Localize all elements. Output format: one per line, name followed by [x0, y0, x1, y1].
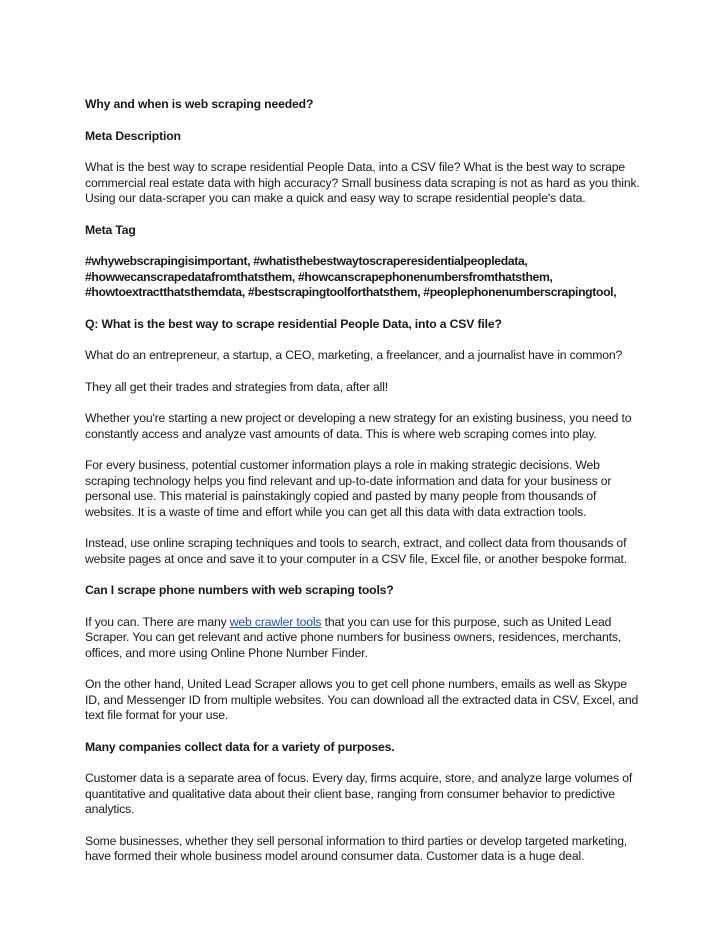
web-crawler-tools-link[interactable]: web crawler tools: [229, 614, 322, 629]
paragraph-phone-numbers: [85, 615, 641, 662]
document-page: [85, 97, 641, 881]
phone-numbers-heading: Can I scrape phone numbers with web scraping tools?: [85, 583, 394, 597]
meta-tags-line-3: #howtoextractthatsthemdata, #bestscrapingtoolforthatsthem, #peoplephonenumberscrapingtool,: [85, 285, 617, 299]
paragraph-online-scraping: Instead, use online scraping techniques and tools to search, extract, and collect data from thousands of website pages at once and save it to your computer in a CSV file, Excel file, or another bespoke format.: [85, 536, 627, 566]
document-title: Why and when is web scraping needed?: [85, 97, 314, 111]
meta-tags-line-1: #whywebscrapingisimportant, #whatisthebestwaytoscraperesidentialpeopledata,: [85, 254, 528, 268]
paragraph-customer-data: Customer data is a separate area of focus. Every day, firms acquire, store, and analyze large volumes of quantitative and qualitative data about their client base, ranging from consumer behavior to predictive analytics.: [85, 771, 633, 816]
paragraph-new-project: Whether you're starting a new project or developing a new strategy for an existing business, you need to constantly access and analyze vast amounts of data. This is where web scraping comes into play.: [85, 411, 632, 441]
meta-description-heading: Meta Description: [85, 128, 181, 143]
paragraph-united-lead-scraper: On the other hand, United Lead Scraper allows you to get cell phone numbers, emails as well as Skype ID, and Messenger ID from multiple websites. You can download all the extracted data in CSV, Excel, and text file format for your use.: [85, 677, 639, 722]
paragraph-customer-information: For every business, potential customer information plays a role in making strategic decisions. Web scraping technology helps you find relevant and up-to-date information and data for your business or personal use. This material is painstakingly copied and pasted by many people from thousands of websites. It is a waste of time and effort while you can get all this data with data extraction tools.: [85, 458, 612, 519]
meta-tag-heading: Meta Tag: [85, 222, 136, 237]
question-heading: Q: What is the best way to scrape residential People Data, into a CSV file?: [85, 316, 502, 331]
phone-text-before: If you can. There are many: [85, 614, 230, 629]
companies-heading: Many companies collect data for a variety of purposes.: [85, 739, 395, 754]
meta-tags: [85, 254, 641, 301]
meta-description-text: What is the best way to scrape residential People Data, into a CSV file? What is the best way to scrape commercial real estate data with high accuracy? Small business data scraping is not as hard as you think. Using our data-scraper you can make a quick and easy way to scrape residential people's data.: [85, 160, 640, 205]
paragraph-business-model: Some businesses, whether they sell personal information to third parties or develop targeted marketing, have formed their whole business model around consumer data. Customer data is a huge deal.: [85, 833, 628, 863]
meta-tags-line-2: #howwecanscrapedatafromthatsthem, #howcanscrapephonenumbersfromthatsthem,: [85, 269, 553, 284]
phone-text-after: that you can use for this purpose, such as United Lead Scraper. You can get relevant and active phone numbers for business owners, residences, merchants, offices, and more using Online Phone Number Finder.: [85, 614, 622, 660]
paragraph-common: What do an entrepreneur, a startup, a CEO, marketing, a freelancer, and a journalist have in common?: [85, 348, 623, 362]
paragraph-trades: They all get their trades and strategies from data, after all!: [85, 379, 388, 394]
